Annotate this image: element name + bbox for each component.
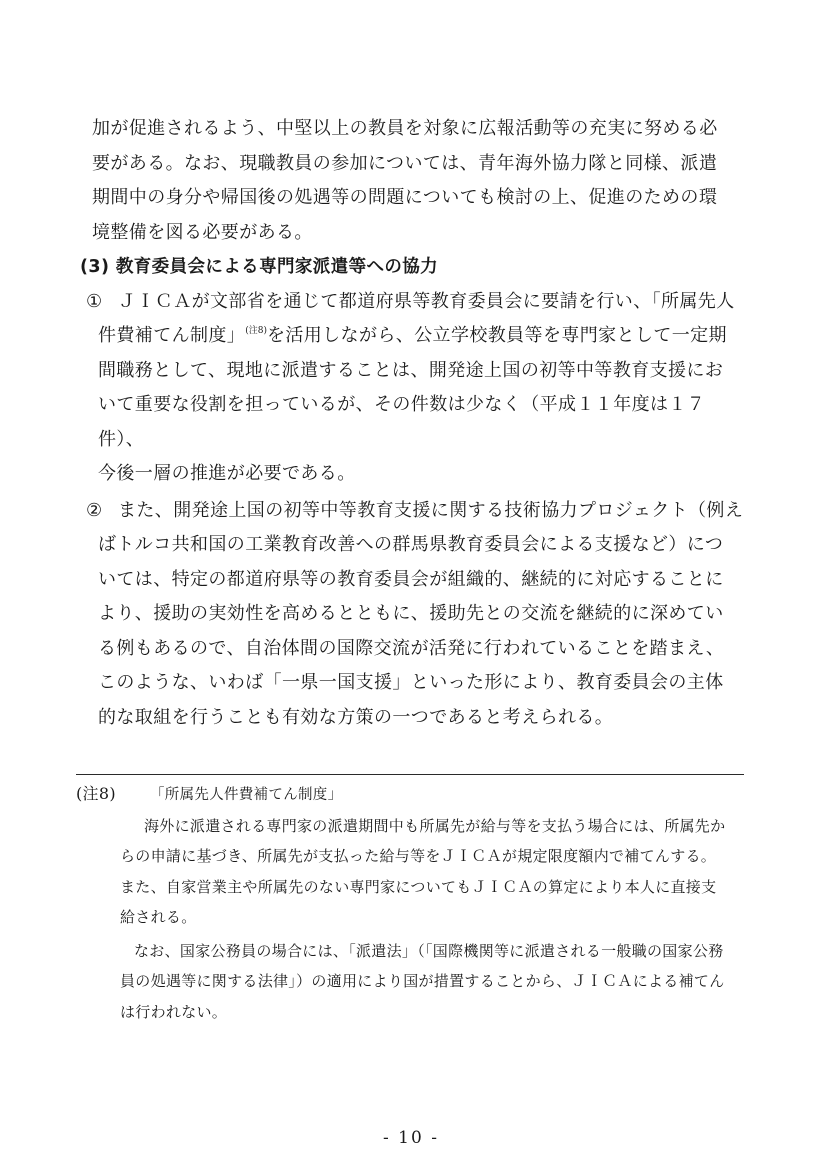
footnote: [76, 779, 744, 1027]
footnote-line: は行われない。: [120, 1002, 228, 1021]
footnote-heading: [76, 779, 744, 811]
intro-paragraph: [92, 112, 744, 250]
footnote-label: (注8): [76, 784, 116, 803]
footnote-body: [120, 811, 744, 1028]
footnote-line: 給される。: [120, 908, 197, 926]
item-line: より、援助の実効性を高めるとともに、援助先との交流を継続的に深めてい: [98, 603, 724, 624]
item-text: 件費補てん制度」: [98, 325, 246, 346]
footnote-line: 海外に派遣される専門家の派遣期間中も所属先が給与等を支払う場合には、所属先か: [144, 816, 726, 835]
footnote-divider: [76, 774, 744, 775]
intro-line: 加が促進されるよう、中堅以上の教員を対象に広報活動等の充実に努める必: [92, 118, 718, 139]
item-line: ばトルコ共和国の工業教育改善への群馬県教育委員会による支援など）につ: [98, 534, 724, 555]
page-number: - 10 -: [383, 1128, 439, 1148]
footnote-line: 員の処遇等に関する法律」）の適用により国が措置することから、ＪＩＣＡによる補てん: [120, 972, 725, 990]
item-text: ＪＩＣＡが文部省を通じて都道府県等教育委員会に要請を行い、「所属先人: [118, 290, 735, 312]
main-text: [80, 112, 744, 737]
footnote-line: らの申請に基づき、所属先が支払った給与等をＪＩＣＡが規定限度額内で補てんする。: [120, 847, 717, 865]
list-item-2: [86, 494, 744, 736]
item-line: る例もあるので、自治体間の国際交流が活発に行われていることを踏まえ、: [98, 637, 725, 659]
item-line: 間職務として、現地に派遣することは、開発途上国の初等中等教育支援にお: [98, 359, 724, 381]
footnote-reference: (注8): [245, 326, 267, 336]
item-line: このような、いわば「一県一国支援」といった形により、教育委員会の主体: [98, 672, 724, 693]
item-marker: ①: [86, 290, 103, 312]
item-line: 今後一層の推進が必要である。: [98, 463, 356, 484]
intro-line: 要がある。なお、現職教員の参加については、青年海外協力隊と同様、派遣: [92, 152, 718, 174]
intro-line: 境整備を図る必要がある。: [92, 221, 313, 243]
footnote-line: また、自家営業主や所属先のない専門家についてもＪＩＣＡの算定により本人に直接支: [120, 877, 717, 896]
item-text: また、開発途上国の初等中等教育支援に関する技術協力プロジェクト（例え: [118, 499, 744, 521]
item-marker: ②: [86, 499, 103, 521]
item-line: いて重要な役割を担っているが、その件数は少なく（平成１１年度は１７件）、: [98, 394, 706, 450]
section-heading: (3) 教育委員会による専門家派遣等への協力: [80, 257, 439, 277]
item-text: を活用しながら、公立学校教員等を専門家として一定期: [266, 325, 727, 346]
item-line: 的な取組を行うことも有効な方策の一つであると考えられる。: [98, 706, 614, 728]
footnote-line: なお、国家公務員の場合には、「派遣法」（「国際機関等に派遣される一般職の国家公務: [134, 941, 724, 960]
intro-line: 期間中の身分や帰国後の処遇等の問題についても検討の上、促進のための環: [92, 187, 718, 208]
item-first-line: [86, 285, 744, 320]
footnote-title: 「所属先人件費補てん制度」: [150, 787, 343, 803]
list-item-1: [86, 285, 744, 492]
item-line: いては、特定の都道府県等の教育委員会が組織的、継続的に対応することに: [98, 568, 724, 590]
item-first-line: [86, 494, 744, 529]
item-line: [98, 319, 744, 354]
